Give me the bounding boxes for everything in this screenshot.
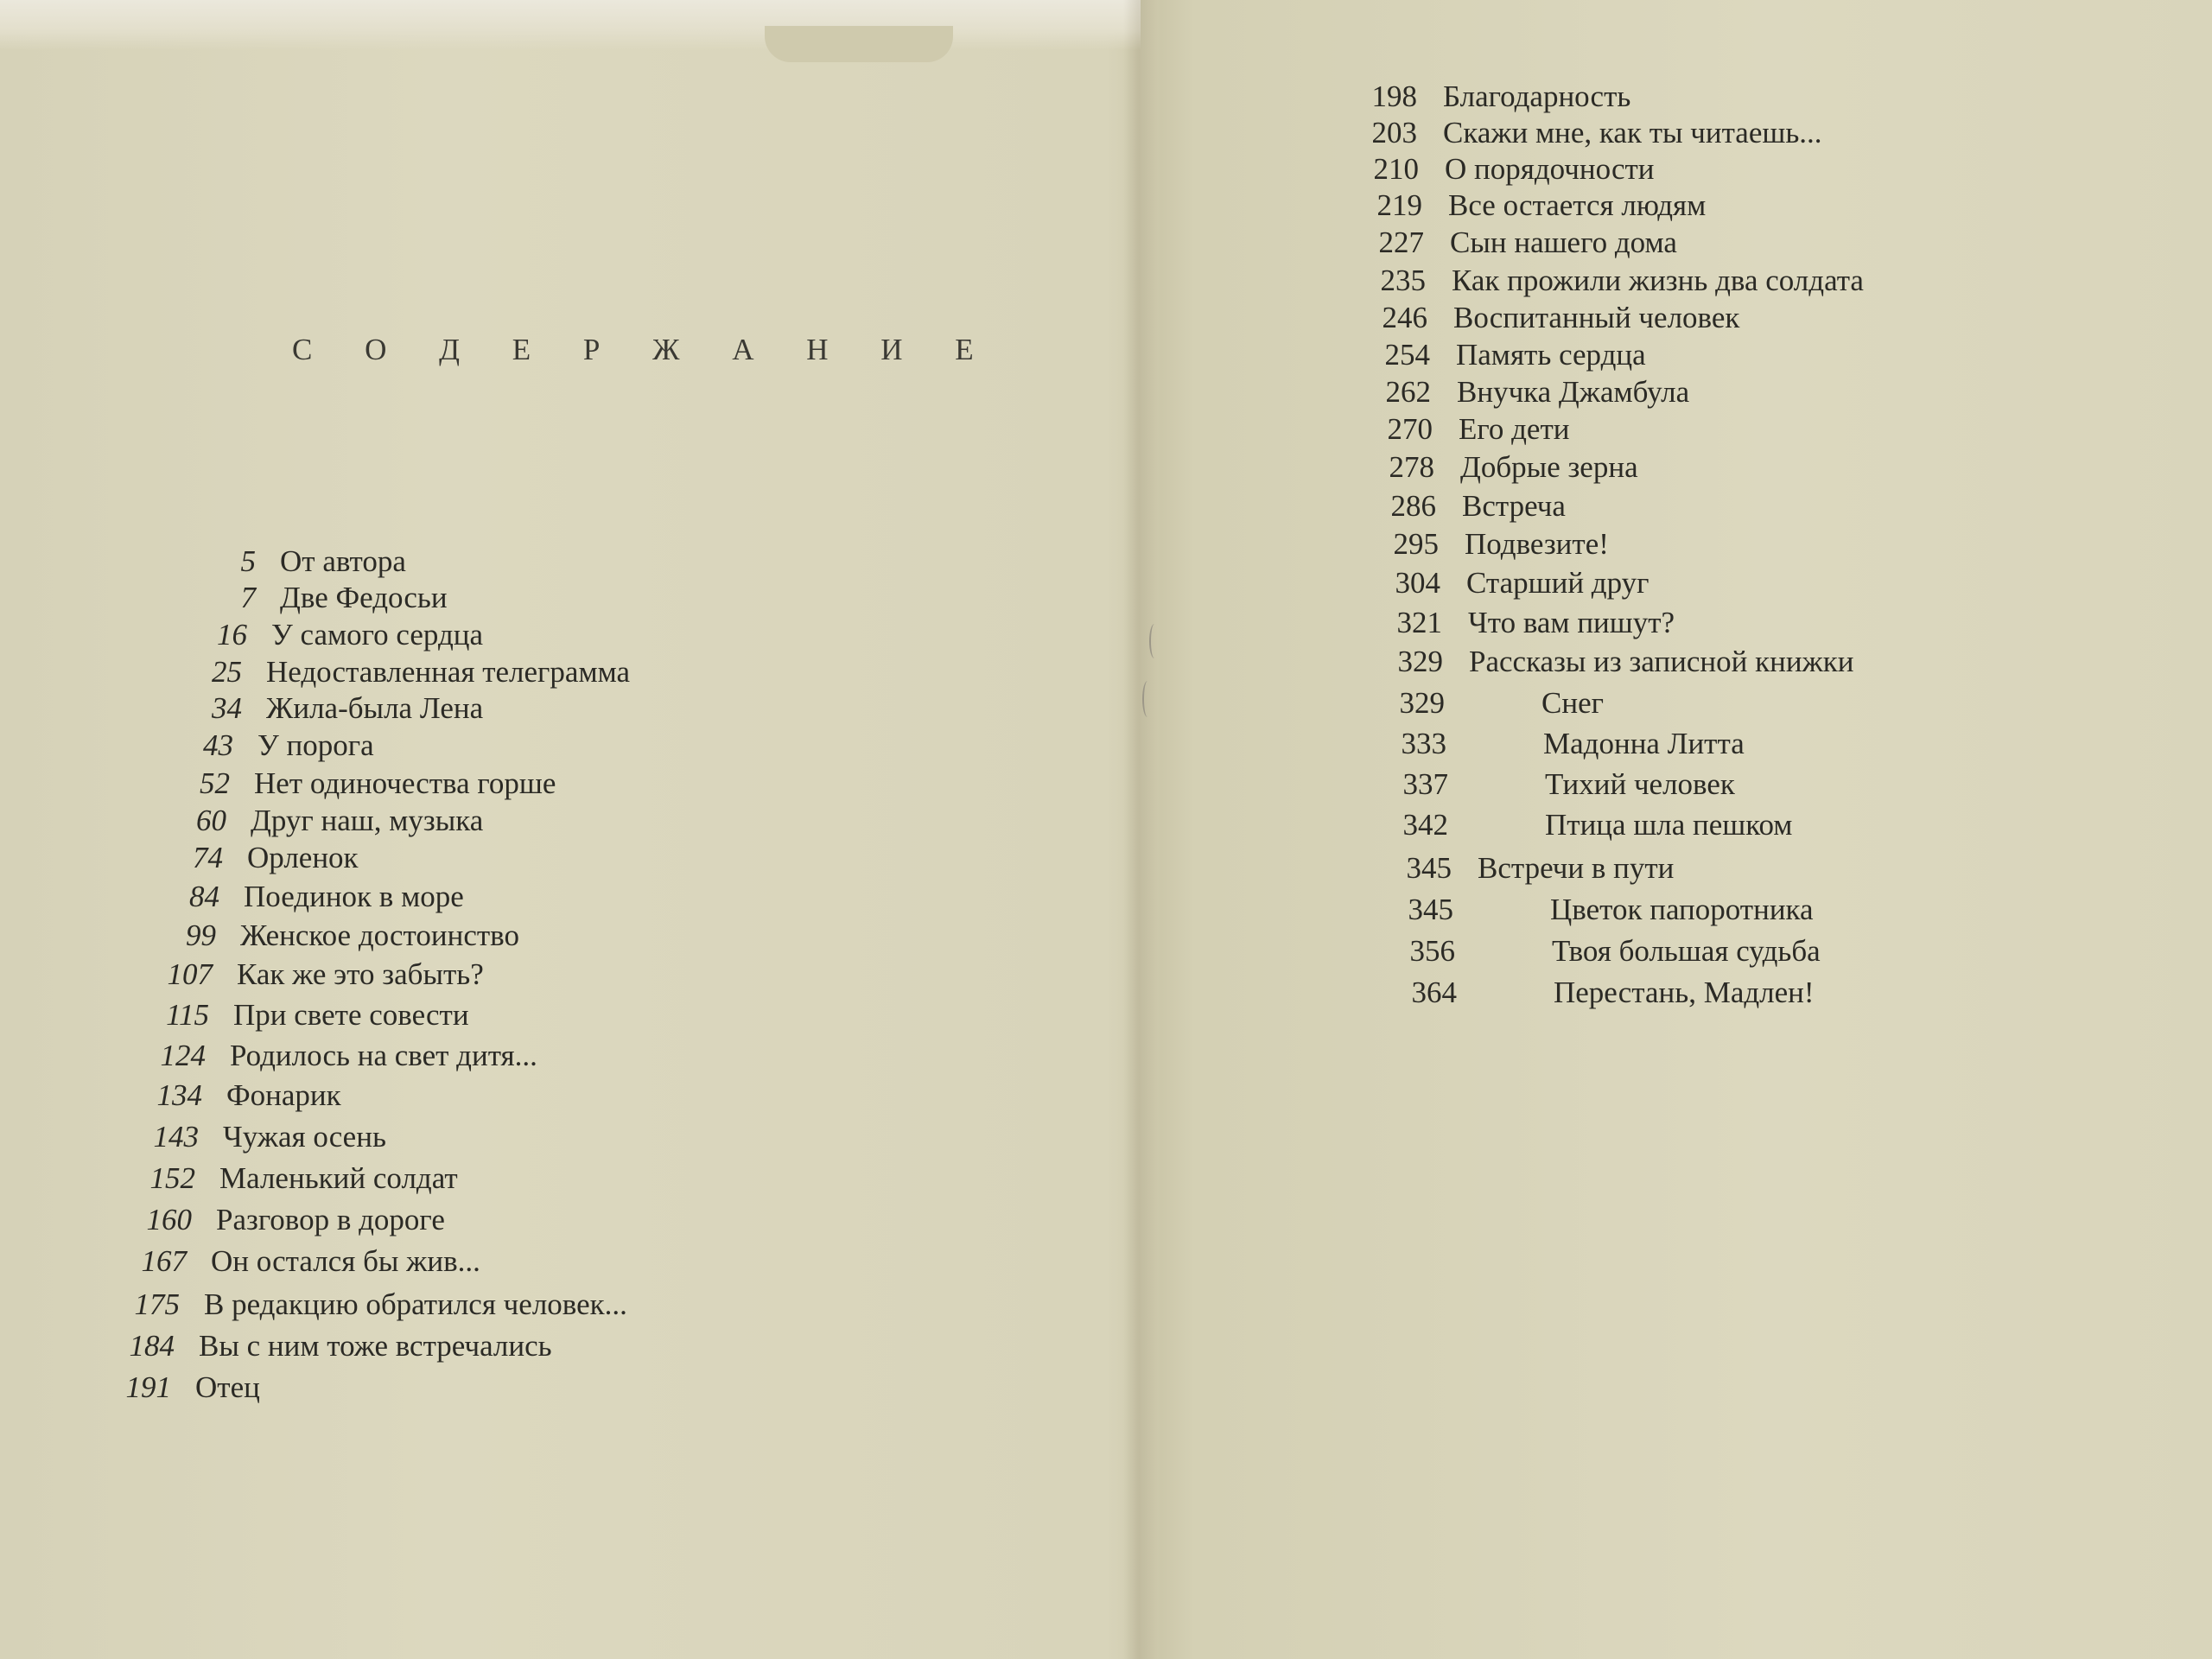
toc-page-number: 115: [166, 998, 209, 1032]
toc-entry: [135, 957, 484, 992]
toc-entry: [1345, 566, 1649, 601]
toc-entry: [169, 618, 483, 652]
toc-entry: [1322, 116, 1822, 150]
toc-page-number: 321: [1396, 606, 1442, 639]
toc-page-number: 329: [1397, 645, 1443, 678]
toc-page-number: 16: [217, 618, 247, 652]
toc-entry-title: Птица шла пешком: [1545, 808, 1793, 842]
toc-entry-title: От автора: [280, 544, 406, 578]
toc-page-number: 270: [1387, 412, 1433, 446]
toc-page-number: 84: [189, 880, 219, 913]
toc-page-number: 74: [193, 841, 223, 874]
toc-entry-title: Благодарность: [1443, 79, 1631, 113]
toc-entry: [1347, 606, 1675, 640]
toc-entry: [128, 1039, 537, 1073]
toc-entry-title: Тихий человек: [1545, 767, 1735, 801]
toc-subentry: [1350, 686, 1604, 721]
toc-page-number: 134: [156, 1078, 202, 1112]
toc-entry: [131, 998, 469, 1033]
toc-page-number: 60: [196, 804, 226, 837]
toc-entry-title: Снег: [1541, 686, 1604, 720]
toc-entry: [178, 581, 448, 615]
toc-entry: [1344, 527, 1609, 562]
toc-page-number: 210: [1373, 152, 1419, 186]
toc-page-number: 342: [1402, 808, 1448, 842]
toc-page-number: 356: [1409, 934, 1455, 968]
toc-entry: [164, 691, 483, 726]
toc-page-number: 295: [1393, 527, 1439, 561]
toc-entry: [109, 1244, 480, 1279]
toc-entry-title: Встречи в пути: [1478, 851, 1675, 885]
toc-entry: [142, 880, 464, 914]
toc-page-number: 7: [240, 581, 256, 614]
toc-page-number: 345: [1408, 893, 1453, 926]
toc-page-number: 184: [129, 1329, 175, 1363]
toc-entry: [1332, 301, 1739, 335]
toc-entry-title: В редакцию обратился человек...: [204, 1287, 627, 1321]
toc-entry: [93, 1370, 260, 1405]
toc-page-number: 175: [134, 1287, 180, 1321]
toc-page-number: 124: [160, 1039, 206, 1072]
toc-entry: [1336, 375, 1689, 410]
toc-entry-title: Твоя большая судьба: [1552, 934, 1821, 968]
toc-page-number: 25: [212, 655, 242, 689]
toc-page-number: 286: [1390, 489, 1436, 523]
toc-page-number: 254: [1384, 338, 1430, 372]
toc-page-number: 246: [1382, 301, 1427, 334]
toc-entry: [102, 1287, 627, 1322]
toc-entry-title: Рассказы из записной книжки: [1469, 645, 1854, 678]
toc-entry-title: Он остался бы жив...: [211, 1244, 480, 1278]
toc-entry-title: Женское достоинство: [240, 918, 519, 952]
toc-entry-title: Фонарик: [226, 1078, 341, 1112]
toc-page-number: 198: [1371, 79, 1417, 113]
toc-page-number: 143: [153, 1120, 199, 1154]
toc-entry: [164, 655, 630, 690]
toc-entry: [1335, 338, 1646, 372]
toc-entry-title: Жила-была Лена: [266, 691, 484, 725]
toc-entry-title: Родилось на свет дитя...: [230, 1039, 537, 1072]
toc-page-number: 167: [141, 1244, 187, 1278]
toc-subentry: [1353, 767, 1735, 802]
toc-entry-title: Подвезите!: [1465, 527, 1609, 561]
toc-entry-title: Нет одиночества горше: [254, 766, 556, 800]
toc-entry-title: Разговор в дороге: [216, 1203, 445, 1236]
toc-entry: [145, 841, 359, 875]
toc-entry: [97, 1329, 552, 1363]
toc-entry: [156, 728, 374, 763]
toc-page-number: 5: [240, 544, 256, 578]
toc-entry-title: Сын нашего дома: [1450, 226, 1677, 259]
toc-entry-title: Как же это забыть?: [237, 957, 484, 991]
toc-entry-title: Внучка Джамбула: [1457, 375, 1690, 409]
toc-entry-title: Отец: [195, 1370, 260, 1404]
toc-entry-title: Воспитанный человек: [1453, 301, 1740, 334]
toc-entry-title: Его дети: [1459, 412, 1570, 446]
toc-subentry: [1358, 893, 1814, 927]
toc-page-number: 99: [186, 918, 216, 952]
toc-entry-title: Как прожили жизнь два солдата: [1452, 264, 1864, 297]
toc-subentry: [1353, 808, 1792, 842]
toc-page-number: 304: [1395, 566, 1440, 600]
toc-entry-title: У порога: [257, 728, 374, 762]
toc-entry: [1331, 264, 1864, 298]
toc-page-number: 52: [200, 766, 230, 800]
toc-entry: [1322, 79, 1630, 114]
toc-entry-title: Орленок: [247, 841, 359, 874]
toc-entry-title: Все остается людям: [1448, 188, 1707, 222]
toc-entry: [149, 804, 483, 838]
toc-page-number: 278: [1389, 450, 1434, 484]
toc-entry-title: Добрые зерна: [1460, 450, 1638, 484]
toc-entry-title: Что вам пишут?: [1468, 606, 1675, 639]
toc-entry-title: Мадонна Литта: [1543, 727, 1745, 760]
toc-entry-title: Старший друг: [1466, 566, 1649, 600]
toc-entry: [178, 544, 406, 579]
toc-subentry: [1351, 727, 1745, 761]
toc-entry: [1348, 645, 1853, 679]
toc-entry-title: Недоставленная телеграмма: [266, 655, 631, 689]
toc-subentry: [1362, 976, 1815, 1010]
toc-page-number: 345: [1406, 851, 1452, 885]
toc-page-number: 152: [149, 1161, 195, 1195]
toc-entry: [114, 1203, 445, 1237]
toc-entry-title: Перестань, Мадлен!: [1554, 976, 1815, 1009]
toc-entry-title: Память сердца: [1456, 338, 1646, 372]
toc-entry-title: Вы с ним тоже встречались: [199, 1329, 552, 1363]
toc-entry-title: У самого сердца: [271, 618, 484, 652]
toc-entry-title: При свете совести: [233, 998, 469, 1032]
toc-page-number: 43: [203, 728, 233, 762]
toc-entry: [1327, 188, 1706, 223]
toc-page-number: 337: [1402, 767, 1448, 801]
toc-page-number: 219: [1376, 188, 1422, 222]
toc-entry: [124, 1078, 341, 1113]
toc-page-number: 235: [1380, 264, 1426, 297]
toc-page-number: 329: [1399, 686, 1445, 720]
toc-entry: [118, 1161, 458, 1196]
toc-page-number: 160: [146, 1203, 192, 1236]
toc-entry-title: Друг наш, музыка: [251, 804, 484, 837]
toc-entry: [1357, 851, 1674, 886]
toc-page-number: 203: [1371, 116, 1417, 149]
toc-entry: [121, 1120, 386, 1154]
toc-page-number: 333: [1401, 727, 1446, 760]
toc-entry-title: Чужая осень: [223, 1120, 386, 1154]
toc-entry: [1329, 226, 1677, 260]
toc-entry: [1324, 152, 1655, 187]
toc-entry: [1338, 412, 1569, 447]
toc-entry-title: Встреча: [1462, 489, 1566, 523]
contents-heading: С О Д Е Р Ж А Н И Е: [292, 333, 996, 366]
toc-page-number: 107: [167, 957, 213, 991]
right-page: [1149, 0, 2212, 1659]
toc-page-number: 364: [1411, 976, 1457, 1009]
toc-entry-title: О порядочности: [1445, 152, 1655, 186]
toc-entry: [138, 918, 519, 953]
toc-page-number: 227: [1378, 226, 1424, 259]
toc-page-number: 262: [1385, 375, 1431, 409]
toc-entry: [1341, 489, 1566, 524]
toc-entry-title: Цветок папоротника: [1550, 893, 1814, 926]
toc-page-number: 34: [212, 691, 242, 725]
toc-entry: [152, 766, 556, 801]
toc-entry-title: Две Федосьи: [280, 581, 448, 614]
toc-entry-title: Маленький солдат: [219, 1161, 458, 1195]
toc-entry: [1339, 450, 1638, 485]
toc-entry-title: Скажи мне, как ты читаешь...: [1443, 116, 1822, 149]
toc-entry-title: Поединок в море: [244, 880, 464, 913]
toc-page-number: 191: [125, 1370, 171, 1404]
toc-subentry: [1360, 934, 1821, 969]
